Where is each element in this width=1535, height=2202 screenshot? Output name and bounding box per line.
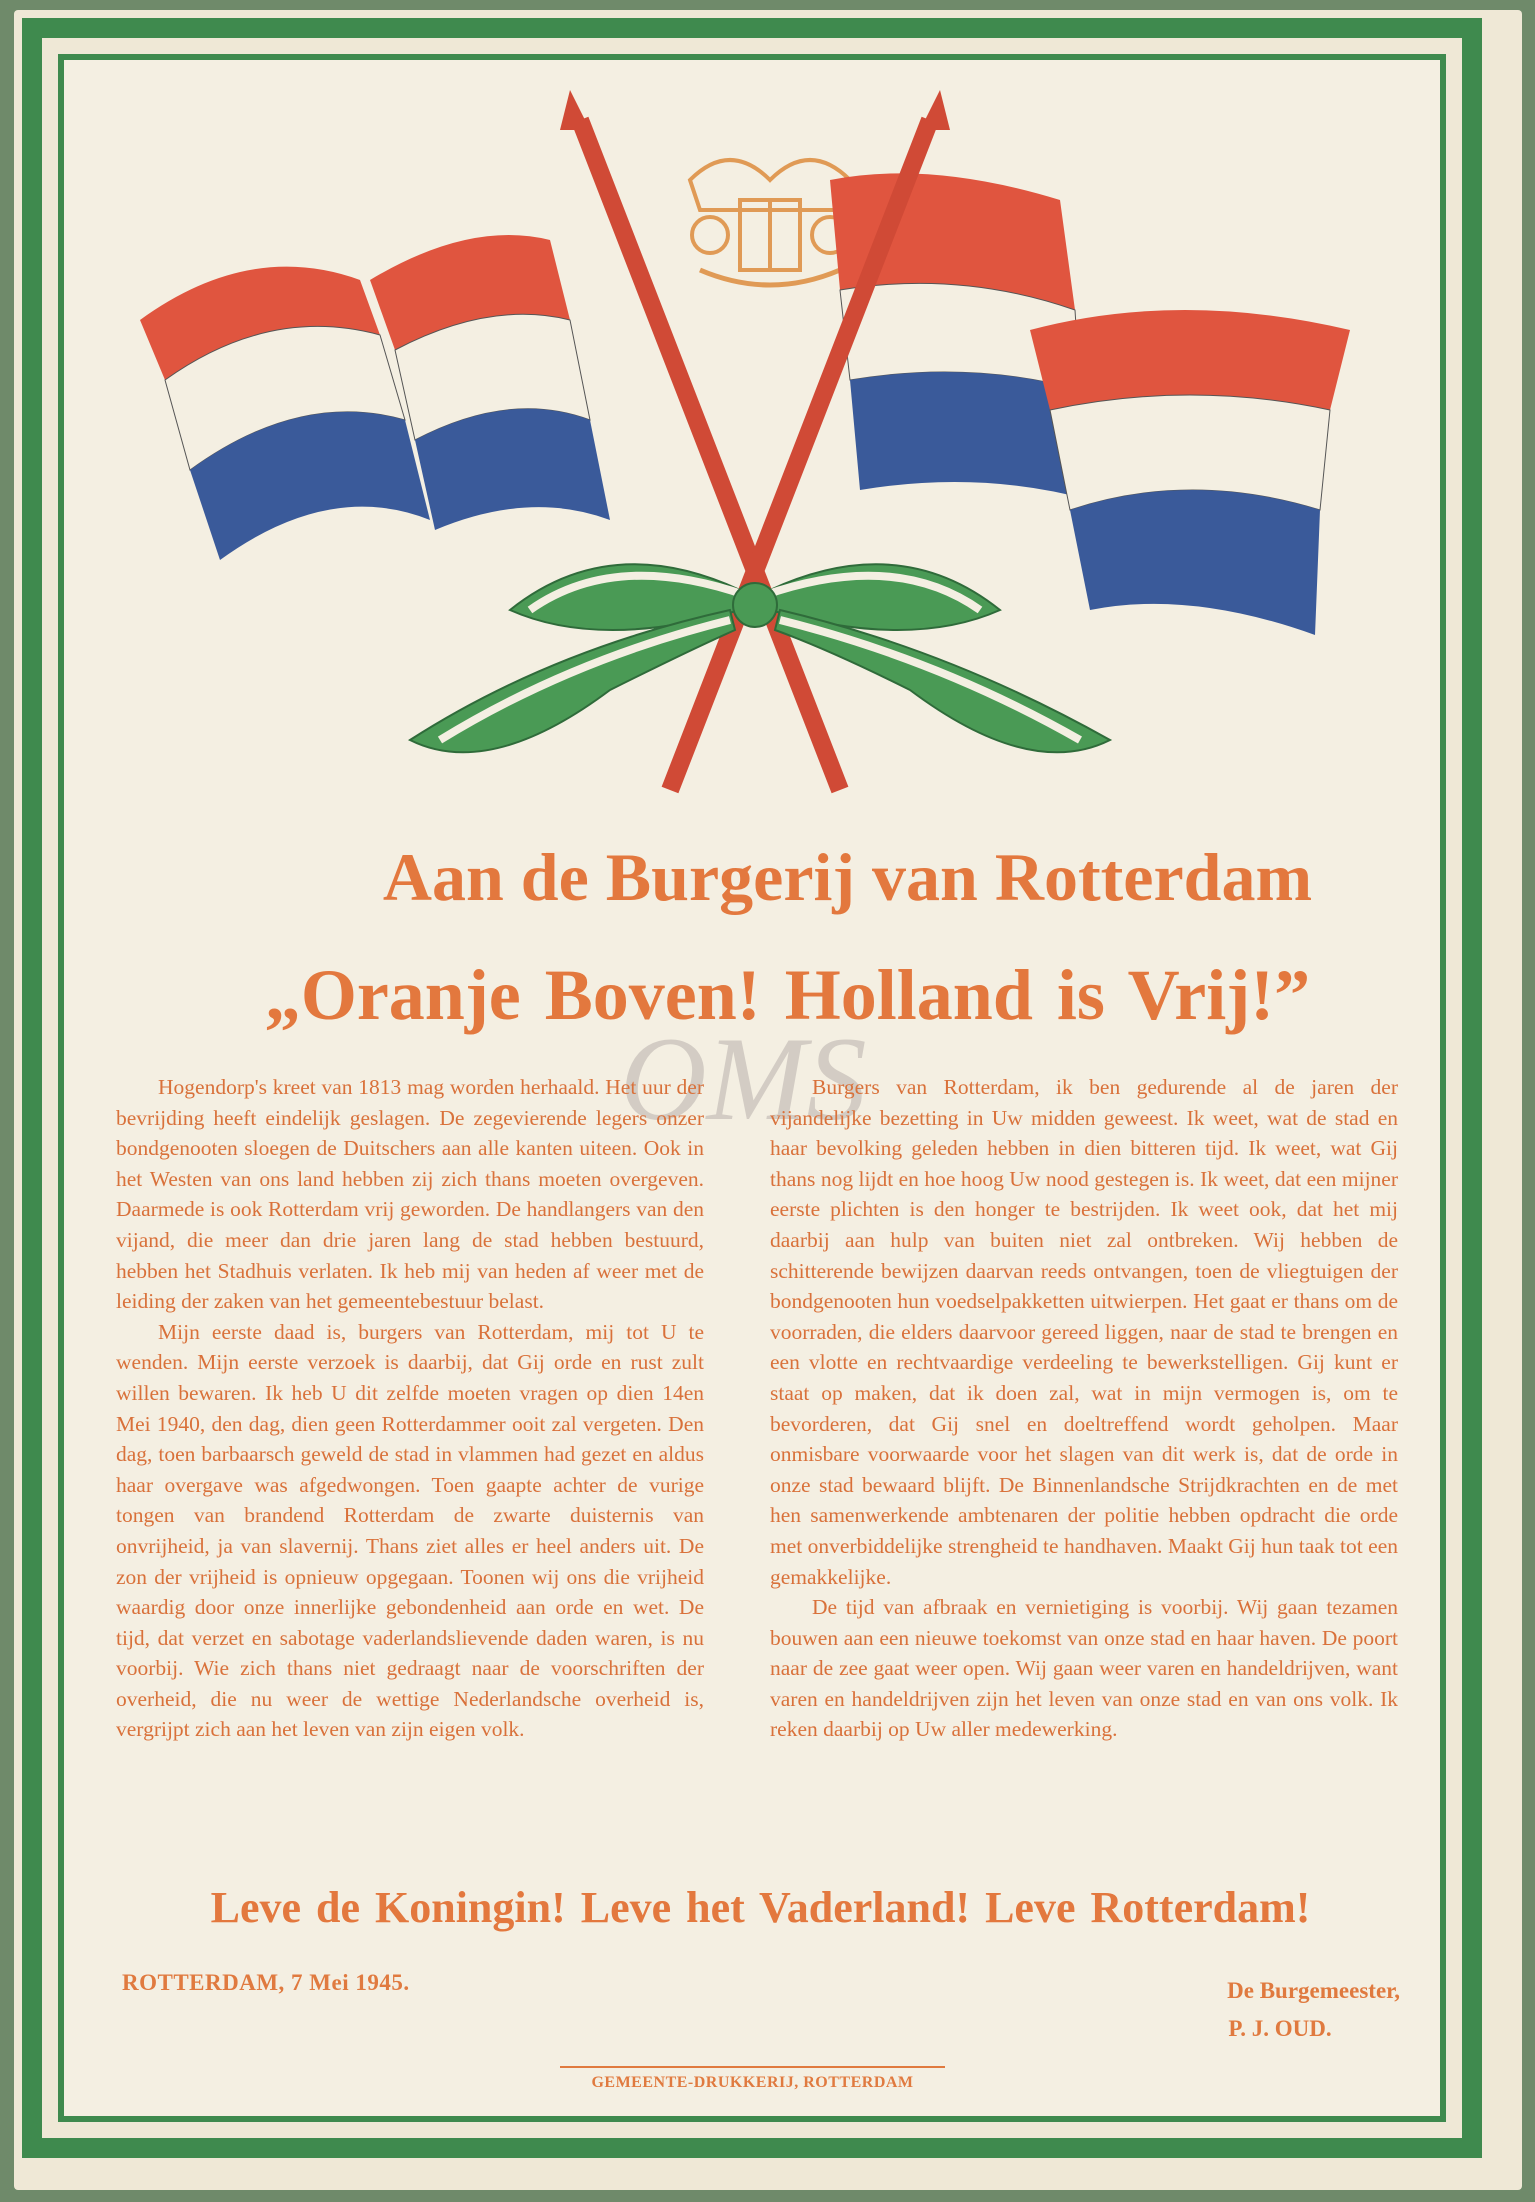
closing-cheers: Leve de Koningin! Leve het Vaderland! Leve Rotterdam! bbox=[210, 1883, 1311, 1932]
right-dutch-flag-icon bbox=[830, 173, 1350, 635]
dateline: ROTTERDAM, 7 Mei 1945. bbox=[122, 1970, 410, 1995]
coat-of-arms-icon bbox=[690, 160, 850, 285]
signature-title: De Burgemeester, bbox=[1227, 1978, 1400, 2003]
proclamation-right-column bbox=[770, 1072, 1398, 1745]
poster-title: Aan de Burgerij van Rotterdam bbox=[382, 839, 1313, 915]
watermark: OMS bbox=[620, 1012, 867, 1145]
poster-slogan: „Oranje Boven! Holland is Vrij!” bbox=[264, 955, 1311, 1035]
left-dutch-flag-icon bbox=[140, 235, 610, 560]
ribbon-bow-icon bbox=[410, 564, 1110, 752]
right-paragraph-2: De tijd van afbraak en vernietiging is voorbij. Wij gaan tezamen bouwen aan een nieuwe toekomst van onze stad en haar haven. De poort naar de zee gaat weer open. Wij gaan weer varen en handeldrijven, want varen en handeldrijven zijn het leven van onze stad en van ons volk. Ik reken daarbij op Uw aller medewerking. bbox=[770, 1595, 1398, 1742]
right-paragraph-1: Burgers van Rotterdam, ik ben gedurende al de jaren der vijandelijke bezetting in Uw midden geweest. Ik weet, wat de stad en haar bevolking geleden hebben in dien bitteren tijd. Ik weet, wat Gij thans nog lijdt en hoe hoog Uw nood gestegen is. Ik weet, dat een mijner eerste plichten is den honger te bestrijden. Ik weet ook, dat het mij daarbij aan hulp van buiten niet zal ontbreken. Wij hebben de schitterende bewijzen daarvan reeds ontvangen, toen de vliegtuigen der bondgenooten hun voedselpakketten uitwierpen. Het gaat er thans om de voorraden, die elders daarvoor gereed liggen, naar de stad te brengen en een vlotte en rechtvaardige verdeeling te bewerkstelligen. Gij kunt er staat op maken, dat ik doen zal, wat in mijn vermogen is, om te bevorderen, dat Gij snel en doeltreffend wordt geholpen. Maar onmisbare voorwaarde voor het slagen van dit werk is, dat de orde in onze stad bewaard blijft. De Binnenlandsche Strijdkrachten en de met hen samenwerkende ambtenaren der politie hebben opdracht die orde met onverbiddelijke strengheid te handhaven. Maakt Gij hun taak tot een gemakkelijke. bbox=[770, 1075, 1398, 1589]
left-paragraph-2: Mijn eerste daad is, burgers van Rotterdam, mij tot U te wenden. Mijn eerste verzoek is daarbij, dat Gij orde en rust zult willen bewaren. Ik heb U dit zelfde moeten vragen op dien 14en Mei 1940, den dag, dien geen Rotterdammer ooit zal vergeten. Den dag, toen barbaarsch geweld de stad in vlammen had gezet en aldus haar overgave was afgedwongen. Toen gaapte achter de vurige tongen van brandend Rotterdam de zwarte duisternis van onvrijheid, ja van slavernij. Thans ziet alles er heel anders uit. De zon der vrijheid is opnieuw opgegaan. Toonen wij ons die vrijheid waardig door onze innerlijke gebondenheid aan orde en wet. De tijd, dat verzet en sabotage vaderlandslievende daden waren, is nu voorbij. Wie zich thans niet gedraagt naar de voorschriften der overheid, die nu weer de wettige Nederlandsche overheid is, vergrijpt zich aan het leven van zijn eigen volk. bbox=[116, 1319, 704, 1742]
printer-credit: GEMEENTE-DRUKKERIJ, ROTTERDAM bbox=[560, 2066, 945, 2092]
signature-block bbox=[1100, 1972, 1400, 2048]
crossed-flags-illustration bbox=[130, 90, 1405, 820]
proclamation-left-column bbox=[116, 1072, 704, 1745]
left-paragraph-1: Hogendorp's kreet van 1813 mag worden herhaald. Het uur der bevrijding heeft eindelijk geslagen. De zegevierende legers onzer bondgenooten sloegen de Duitschers aan alle kanten uiteen. Ook in het Westen van ons land hebben zij zich thans moeten overgeven. Daarmede is ook Rotterdam vrij geworden. De handlangers van den vijand, die meer dan drie jaren lang de stad hebben bestuurd, hebben het Stadhuis verlaten. Ik heb mij van heden af weer met de leiding der zaken van het gemeentebestuur belast. bbox=[116, 1075, 704, 1314]
signature-name: P. J. OUD. bbox=[1228, 2016, 1332, 2041]
